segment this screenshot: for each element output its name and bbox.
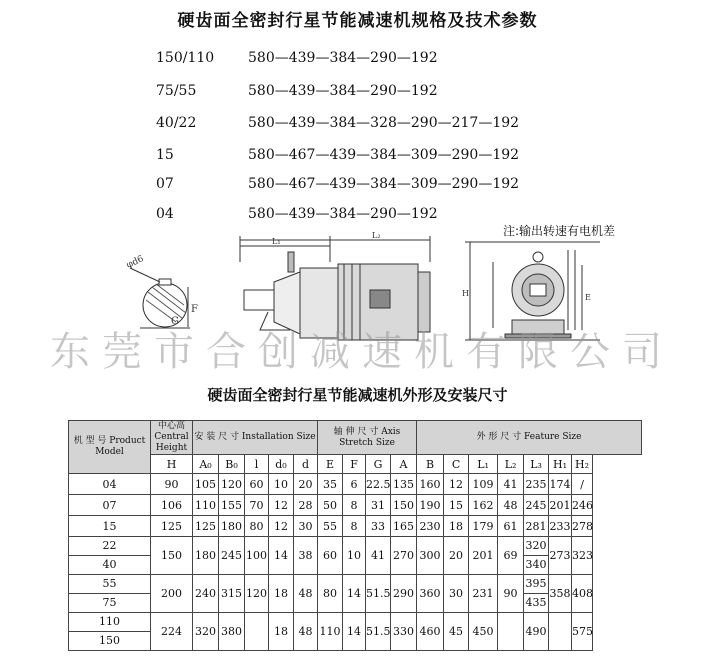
table-row [69, 613, 642, 651]
col-header: B₀ [219, 455, 245, 474]
speed-row-values: 580—439—384—290—192 [248, 50, 438, 66]
speed-row-model: 07 [156, 176, 174, 192]
model-split-top: 110 [99, 615, 120, 628]
cell-d: 28 [294, 495, 318, 516]
cell-d: 48 [294, 613, 318, 651]
cell-l3 [524, 537, 549, 575]
cell-a: 165 [391, 516, 417, 537]
cell-g: 41 [366, 537, 391, 575]
cell-b: 190 [417, 495, 444, 516]
cell-b0: 245 [219, 537, 245, 575]
page-title: 硬齿面全密封行星节能减速机规格及技术参数 [177, 11, 538, 31]
cell-l1: 179 [469, 516, 498, 537]
col-header: A₀ [193, 455, 219, 474]
model-split-top: 55 [102, 577, 117, 590]
shaft-section-drawing [125, 254, 198, 328]
cell-h: 106 [151, 495, 193, 516]
cell-h: 150 [151, 537, 193, 575]
table-row [69, 537, 642, 575]
col-header: L₁ [469, 455, 498, 474]
cell-a0: 110 [193, 495, 219, 516]
cell-h: 90 [151, 474, 193, 495]
model-cell [69, 537, 151, 575]
cell-h: 200 [151, 575, 193, 613]
col-header: E [318, 455, 343, 474]
cell-l: 120 [245, 575, 269, 613]
cell-a0: 320 [193, 613, 219, 651]
cell-f: 6 [343, 474, 366, 495]
cell-h1: 233 [549, 516, 572, 537]
l3-split-top: 395 [525, 577, 547, 590]
cell-l1: 201 [469, 537, 498, 575]
col-header: d₀ [269, 455, 294, 474]
model-split-bottom: 40 [69, 555, 150, 574]
cell-a0: 240 [193, 575, 219, 613]
l1-dim-label: L₁ [272, 237, 281, 246]
cell-b: 160 [417, 474, 444, 495]
cell-b0: 155 [219, 495, 245, 516]
speed-row-values: 580—467—439—384—309—290—192 [248, 176, 520, 192]
col-header: F [343, 455, 366, 474]
cell-a: 135 [391, 474, 417, 495]
cell-l: 80 [245, 516, 269, 537]
speed-row-model: 15 [156, 147, 174, 163]
cell-b: 230 [417, 516, 444, 537]
speed-row-model: 04 [156, 206, 174, 222]
cell-b0: 120 [219, 474, 245, 495]
cell-g: 31 [366, 495, 391, 516]
l3-split-top: 320 [525, 539, 547, 552]
cell-l3: 490 [524, 613, 549, 651]
cell-l1: 450 [469, 613, 498, 651]
installation-size-header: 安 装 尺 寸 Installation Size [193, 421, 318, 455]
table-title: 硬齿面全密封行星节能减速机外形及安装尺寸 [207, 386, 508, 404]
cell-a: 150 [391, 495, 417, 516]
col-header: d [294, 455, 318, 474]
cell-l1: 109 [469, 474, 498, 495]
table-row [69, 516, 642, 537]
cell-d0: 12 [269, 495, 294, 516]
e-dim-label: E [585, 293, 591, 302]
cell-d0: 14 [269, 537, 294, 575]
f-dim-label: F [191, 304, 198, 315]
cell-g: 51.5 [366, 575, 391, 613]
cell-h2: 246 [572, 495, 593, 516]
cell-l2 [498, 613, 524, 651]
speed-row-values: 580—439—384—328—290—217—192 [248, 115, 520, 131]
g-dim-label: G [171, 316, 179, 327]
watermark: 东莞市合创减速机有限公司 [50, 329, 674, 375]
col-header: B [417, 455, 444, 474]
speed-row-model: 40/22 [156, 115, 197, 131]
cell-b: 460 [417, 613, 444, 651]
cell-c: 30 [444, 575, 469, 613]
cell-d0: 12 [269, 516, 294, 537]
cell-f: 14 [343, 575, 366, 613]
cell-l: 100 [245, 537, 269, 575]
cell-h2: 575 [572, 613, 593, 651]
cell-e: 35 [318, 474, 343, 495]
table-row [69, 495, 642, 516]
cell-c: 15 [444, 495, 469, 516]
speed-row-values: 580—467—439—384—309—290—192 [248, 147, 520, 163]
col-header: l [245, 455, 269, 474]
cell-a: 270 [391, 537, 417, 575]
cell-b0: 315 [219, 575, 245, 613]
cell-d0: 10 [269, 474, 294, 495]
cell-f: 8 [343, 495, 366, 516]
cell-b0: 380 [219, 613, 245, 651]
cell-e: 80 [318, 575, 343, 613]
cell-e: 110 [318, 613, 343, 651]
col-header: L₂ [498, 455, 524, 474]
cell-b: 360 [417, 575, 444, 613]
speed-row-model: 150/110 [156, 50, 215, 66]
cell-c: 20 [444, 537, 469, 575]
speed-note: 注:输出转速有电机差 [503, 224, 616, 238]
cell-l2: 90 [498, 575, 524, 613]
cell-h2: 278 [572, 516, 593, 537]
speed-row-model: 75/55 [156, 83, 197, 99]
cell-l1: 231 [469, 575, 498, 613]
cell-d: 48 [294, 575, 318, 613]
cell-g: 33 [366, 516, 391, 537]
cell-h: 224 [151, 613, 193, 651]
cell-e: 60 [318, 537, 343, 575]
h-dim-label: H [462, 289, 469, 298]
cell-e: 55 [318, 516, 343, 537]
cell-h: 125 [151, 516, 193, 537]
col-header: C [444, 455, 469, 474]
cell-f: 8 [343, 516, 366, 537]
cell-g: 22.5 [366, 474, 391, 495]
col-header: H₁ [549, 455, 572, 474]
dimensions-table [68, 420, 642, 651]
cell-c: 12 [444, 474, 469, 495]
table-row [69, 575, 642, 613]
cell-l3: 235 [524, 474, 549, 495]
cell-b: 300 [417, 537, 444, 575]
cell-b0: 180 [219, 516, 245, 537]
cell-l2: 61 [498, 516, 524, 537]
cell-d0: 18 [269, 613, 294, 651]
model-cell [69, 575, 151, 613]
axis-stretch-header: 轴 伸 尺 寸 Axis Stretch Size [318, 421, 417, 455]
cell-l3 [524, 575, 549, 613]
table-row [69, 474, 642, 495]
cell-l3: 245 [524, 495, 549, 516]
cell-l3: 281 [524, 516, 549, 537]
l3-split-bottom: 435 [524, 593, 548, 612]
cell-a0: 180 [193, 537, 219, 575]
col-header: H [151, 455, 193, 474]
cell-g: 51.5 [366, 613, 391, 651]
cell-a: 330 [391, 613, 417, 651]
cell-h1: 201 [549, 495, 572, 516]
model-cell: 15 [69, 516, 151, 537]
cell-h2: 323 [572, 537, 593, 575]
cell-l: 70 [245, 495, 269, 516]
speed-row-values: 580—439—384—290—192 [248, 83, 438, 99]
model-split-top: 22 [102, 539, 117, 552]
cell-l2: 48 [498, 495, 524, 516]
model-header: 机 型 号 Product Model [69, 421, 151, 474]
cell-l2: 69 [498, 537, 524, 575]
hole-dim-label: φd6 [125, 254, 146, 271]
model-cell: 04 [69, 474, 151, 495]
cell-h2: / [572, 474, 593, 495]
cell-c: 18 [444, 516, 469, 537]
cell-d: 20 [294, 474, 318, 495]
col-header: A [391, 455, 417, 474]
cell-l: 60 [245, 474, 269, 495]
cell-a: 290 [391, 575, 417, 613]
cell-l2: 41 [498, 474, 524, 495]
center-height-header: 中心高 Central Height [151, 421, 193, 455]
l3-split-bottom: 340 [524, 555, 548, 574]
cell-l1: 162 [469, 495, 498, 516]
cell-c: 45 [444, 613, 469, 651]
col-header: G [366, 455, 391, 474]
cell-a0: 125 [193, 516, 219, 537]
col-header: H₂ [572, 455, 593, 474]
model-cell [69, 613, 151, 651]
cell-a0: 105 [193, 474, 219, 495]
cell-e: 50 [318, 495, 343, 516]
speed-row-values: 580—439—384—290—192 [248, 206, 438, 222]
cell-h1: 273 [549, 537, 572, 575]
cell-h1 [549, 613, 572, 651]
cell-f: 14 [343, 613, 366, 651]
cell-h1: 174 [549, 474, 572, 495]
cell-d: 38 [294, 537, 318, 575]
model-split-bottom: 150 [69, 631, 150, 650]
feature-size-header: 外 形 尺 寸 Feature Size [417, 421, 642, 455]
l2-dim-label: L₂ [372, 231, 381, 240]
cell-d: 30 [294, 516, 318, 537]
model-cell: 07 [69, 495, 151, 516]
cell-l [245, 613, 269, 651]
cell-f: 10 [343, 537, 366, 575]
cell-d0: 18 [269, 575, 294, 613]
cell-h2: 408 [572, 575, 593, 613]
col-header: L₃ [524, 455, 549, 474]
cell-h1: 358 [549, 575, 572, 613]
model-split-bottom: 75 [69, 593, 150, 612]
